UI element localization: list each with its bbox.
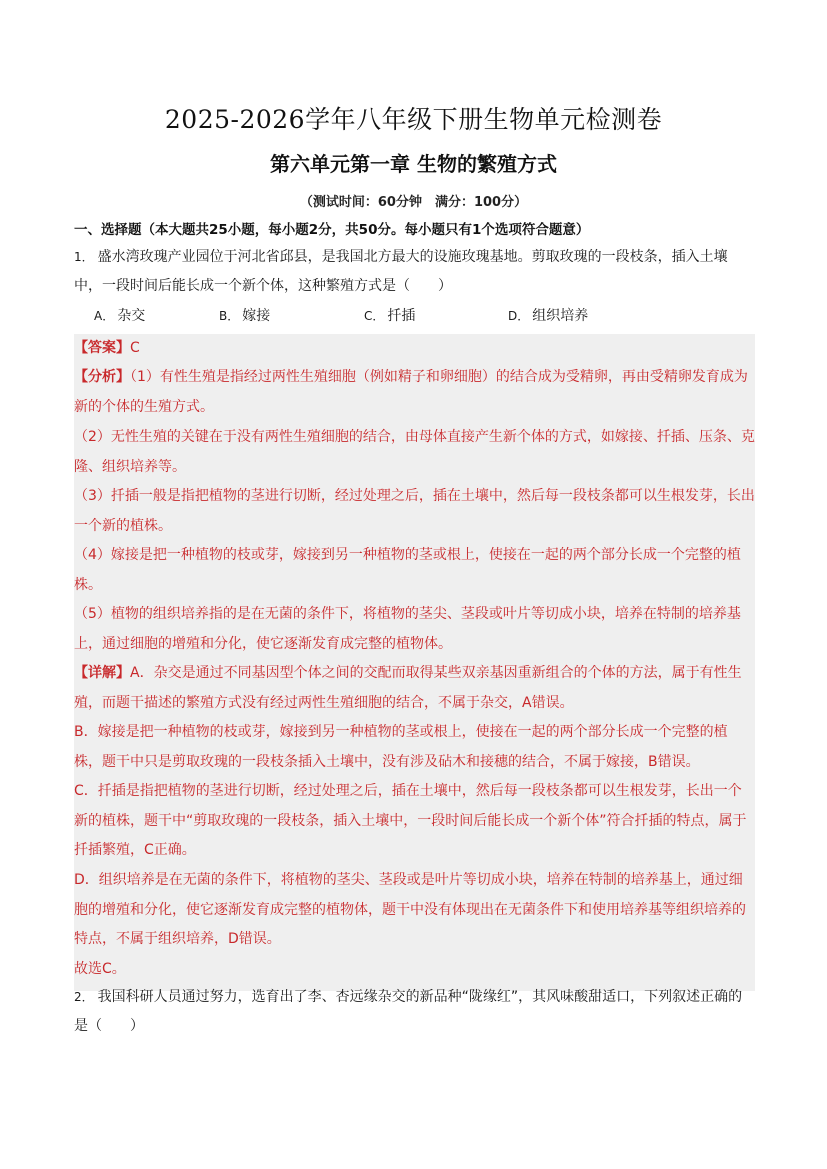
analysis-para-1 (74, 363, 755, 422)
option-text: 组织培养 (532, 308, 589, 324)
answer-value: C (130, 340, 140, 356)
section-heading: 一、选择题（本大题共25小题，每小题2分，共50分。每小题只有1个选项符合题意） (74, 222, 590, 238)
analysis-tag: 【分析】 (74, 369, 130, 385)
detail-text: A．杂交是通过不同基因型个体之间的交配而取得某些双亲基因重新组合的个体的方法，属于有性生殖，而题干描述的繁殖方式没有经过两性生殖细胞的结合，不属于杂交，A错误。 (74, 665, 742, 711)
question-number: 2． (74, 990, 94, 1004)
option-text: 嫁接 (242, 308, 271, 324)
analysis-para-3: （3）扦插一般是指把植物的茎进行切断，经过处理之后，插在土壤中，然后每一段枝条都可以生根发芽，长出一个新的植株。 (74, 488, 755, 534)
option-a (94, 305, 145, 325)
option-text: 杂交 (117, 308, 146, 324)
answer-line (74, 334, 755, 363)
question-text: 盛水湾玫瑰产业园位于河北省邱县，是我国北方最大的设施玫瑰基地。剪取玫瑰的一段枝条，插入土壤中，一段时间后能长成一个新个体，这种繁殖方式是（ ） (74, 249, 728, 294)
question-1-options (94, 305, 754, 333)
analysis-para-4: （4）嫁接是把一种植物的枝或芽，嫁接到另一种植物的茎或根上，使接在一起的两个部分长成一个完整的植株。 (74, 547, 741, 593)
option-text: 扦插 (387, 308, 416, 324)
question-1 (74, 243, 754, 301)
analysis-text: （1）有性生殖是指经过两性生殖细胞（例如精子和卵细胞）的结合成为受精卵，再由受精卵发育成为新的个体的生殖方式。 (74, 369, 748, 415)
option-d (508, 305, 588, 325)
option-b (219, 305, 270, 325)
option-c (364, 305, 415, 325)
option-letter: C． (364, 309, 385, 323)
chapter-subtitle: 第六单元第一章 生物的繁殖方式 (270, 152, 557, 176)
analysis-para-5: （5）植物的组织培养指的是在无菌的条件下，将植物的茎尖、茎段或叶片等切成小块，培养在特制的培养基上，通过细胞的增殖和分化，使它逐渐发育成完整的植物体。 (74, 606, 741, 652)
option-letter: D． (508, 309, 530, 323)
detail-tag: 【详解】 (74, 665, 130, 681)
option-letter: B． (219, 309, 240, 323)
detail-para-b: B．嫁接是把一种植物的枝或芽，嫁接到另一种植物的茎或根上，使接在一起的两个部分长成一个完整的植株，题干中只是剪取玫瑰的一段枝条插入土壤中，没有涉及砧木和接穗的结合，不属于嫁接，B错误。 (74, 724, 728, 770)
test-info: （测试时间：60分钟 满分：100分） (299, 195, 528, 210)
answer-tag: 【答案】 (74, 340, 130, 356)
option-letter: A． (94, 309, 115, 323)
conclusion: 故选C。 (74, 961, 126, 977)
question-text: 我国科研人员通过努力，选育出了李、杏远缘杂交的新品种“陇缘红”，其风味酸甜适口，下列叙述正确的是（ ） (74, 989, 743, 1034)
detail-para-c: C．扦插是指把植物的茎进行切断，经过处理之后，插在土壤中，然后每一段枝条都可以生根发芽，长出一个新的植株，题干中“剪取玫瑰的一段枝条，插入土壤中，一段时间后能长成一个新个体”符合扦插的特点，属于扦插繁殖，C正确。 (74, 783, 747, 858)
detail-para-d: D．组织培养是在无菌的条件下，将植物的茎尖、茎段或是叶片等切成小块，培养在特制的培养基上，通过细胞的增殖和分化，使它逐渐发育成完整的植物体，题干中没有体现出在无菌条件下和使用培养基等组织培养的特点，不属于组织培养，D错误。 (74, 872, 746, 947)
question-2 (74, 983, 754, 1041)
question-number: 1． (74, 250, 94, 264)
analysis-para-2: （2）无性生殖的关键在于没有两性生殖细胞的结合，由母体直接产生新个体的方式，如嫁接、扦插、压条、克隆、组织培养等。 (74, 429, 755, 475)
detail-para-a (74, 659, 755, 718)
page-title: 2025-2026学年八年级下册生物单元检测卷 (164, 105, 663, 134)
